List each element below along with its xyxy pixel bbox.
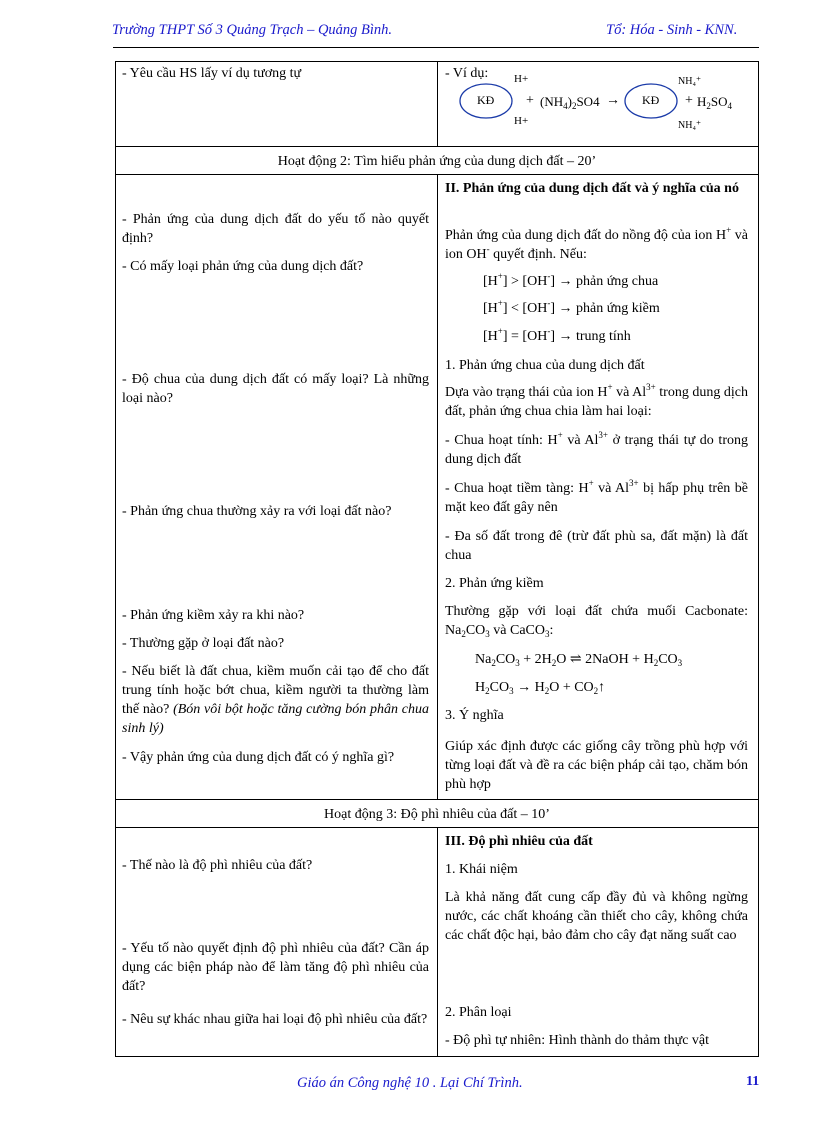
activity3-banner [116, 800, 759, 828]
nh4-top-label: NH₄⁺ [678, 76, 702, 87]
question-6: - Thường gặp ở loại đất nào? [122, 636, 285, 651]
subsection-meaning: 3. Ý nghĩa [445, 708, 504, 723]
row1-right-cell [438, 62, 759, 147]
question-1: - Phản ứng của dung dịch đất do yếu tố nào quyết định? [122, 212, 429, 246]
potential-acidity: - Chua hoạt tiềm tàng: H+ và $Al^{3+}$ bị hấp phụ trên bề mặt keo đất gây nên [445, 478, 748, 515]
question-2: - Có mấy loại phản ứng của dung dịch đất? [122, 259, 364, 274]
equation-1: $Na_2CO_3 + 2H_2O$ ⇌ 2NaOH + $H_2CO_3$ [475, 652, 683, 668]
activity2-banner [116, 147, 759, 175]
footer-text: Giáo án Công nghệ 10 . Lại Chí Trình. [297, 1075, 523, 1091]
subsection-classification: 2. Phân loại [445, 1005, 512, 1020]
section-3-title: III. Độ phì nhiêu của đất [445, 834, 593, 849]
question-8: - Vậy phản ứng của dung dịch đất có ý nghĩa gì? [122, 750, 395, 765]
plus-sign: + [526, 93, 534, 108]
row1-left-text: - Yêu cầu HS lấy ví dụ tương tự [122, 66, 302, 81]
lesson-table [115, 61, 759, 1057]
equation-2: $H_2CO_3 \to H_2O$ + $CO_2↑$ [475, 680, 606, 696]
fertility-question-2: - Yếu tố nào quyết định độ phì nhiêu của đất? Cần áp dụng các biện pháp nào để làm tăng độ phì nhiêu của đất? [122, 941, 429, 994]
acid-soil-note: - Đa số đất trong đê (trừ đất phù sa, đất mặn) là đất chua [445, 529, 748, 563]
concept-text: Là khả năng đất cung cấp đầy đủ và không ngừng nước, các chất khoáng cần thiết cho cây, không chứa các chất độc hại, bảo đảm cho cây đạt năng suất cao [445, 890, 748, 943]
fertility-question-3: - Nêu sự khác nhau giữa hai loại độ phì nhiêu của đất? [122, 1012, 428, 1027]
header-department: Tổ: Hóa - Sinh - KNN. [606, 22, 738, 38]
table-row [116, 800, 759, 828]
table-row [116, 175, 759, 800]
hplus-bottom-label: H+ [514, 115, 529, 127]
subsection-acid: 1. Phản ứng chua của dung dịch đất [445, 358, 645, 373]
table-row [116, 828, 759, 1057]
colloid-right-label: KĐ [642, 93, 660, 107]
reaction-arrow: → [606, 93, 620, 108]
reaction-intro: Phản ứng của dung dịch đất do nồng độ của ion H+ và ion OH- quyết định. Nếu: [445, 225, 749, 262]
ammonium-sulfate: $(NH_4)_2SO4$ [540, 94, 600, 111]
question-7-text: - Nếu biết là đất chua, kiềm muốn cải tạo để cho đất trung tính hoặc bớt chua, kiềm người ta thường làm thế nào? [122, 664, 429, 717]
sec2-left-cell [116, 175, 438, 800]
question-7-answer: (Bón vôi bột hoặc tăng cường bón phân chua sinh lý) [122, 702, 429, 736]
nh4-bottom-label: NH₄⁺ [678, 120, 702, 131]
sulfuric-acid: $H_2SO_4$ [697, 94, 733, 111]
subsection-alkaline: 2. Phản ứng kiềm [445, 576, 544, 591]
table-row [116, 147, 759, 175]
formula-base: [H+] < [OH-] → phản ứng kiềm [483, 298, 660, 316]
plus-sign-2: + [685, 93, 693, 108]
header-school: Trường THPT Số 3 Quảng Trạch – Quảng Bình. [112, 22, 393, 38]
subsection-concept: 1. Khái niệm [445, 862, 518, 877]
colloid-left-label: KĐ [477, 93, 495, 107]
table-row [116, 62, 759, 147]
example-label: - Ví dụ: [445, 66, 489, 81]
sec2-right-cell [438, 175, 759, 800]
acid-types-intro: Dựa vào trạng thái của ion H+ và $Al^{3+}$ trong dung dịch đất, phản ứng chua chia làm hai loại: [445, 382, 749, 419]
active-acidity: - Chua hoạt tính: H+ và $Al^{3+}$ ở trạng thái tự do trong dung dịch đất [445, 430, 748, 467]
header-rule [113, 47, 759, 48]
activity2-title: Hoạt động 2: Tìm hiểu phản ứng của dung dịch đất – 20’ [277, 154, 597, 169]
question-3: - Độ chua của dung dịch đất có mấy loại? Là những loại nào? [122, 372, 429, 406]
sec3-right-cell [438, 828, 759, 1057]
activity3-title: Hoạt động 3: Độ phì nhiêu của đất – 10’ [324, 807, 550, 822]
question-7 [122, 662, 429, 738]
section-2-title: II. Phản ứng của dung dịch đất và ý nghĩa của nó [445, 181, 739, 196]
meaning-text: Giúp xác định được các giống cây trồng phù hợp với từng loại đất và đề ra các biện pháp cải tạo, chăm bón phù hợp [445, 739, 748, 792]
question-5: - Phản ứng kiềm xảy ra khi nào? [122, 608, 305, 623]
row1-left-cell [116, 62, 438, 147]
page-number: 11 [746, 1074, 760, 1089]
formula-acid: [H+] > [OH-] → phản ứng chua [483, 271, 659, 289]
fertility-question-1: - Thế nào là độ phì nhiêu của đất? [122, 858, 313, 873]
question-4: - Phản ứng chua thường xảy ra với loại đất nào? [122, 504, 392, 519]
formula-neutral: [H+] = [OH-] → trung tính [483, 326, 631, 344]
natural-fertility: - Độ phì tự nhiên: Hình thành do thảm thực vật [445, 1033, 710, 1048]
hplus-top-label: H+ [514, 73, 529, 85]
sec3-left-cell [116, 828, 438, 1057]
alkaline-intro: Thường gặp với loại đất chứa muối Cacbonate: $Na_2CO_3$ và CaCO$_3$: [445, 604, 748, 639]
